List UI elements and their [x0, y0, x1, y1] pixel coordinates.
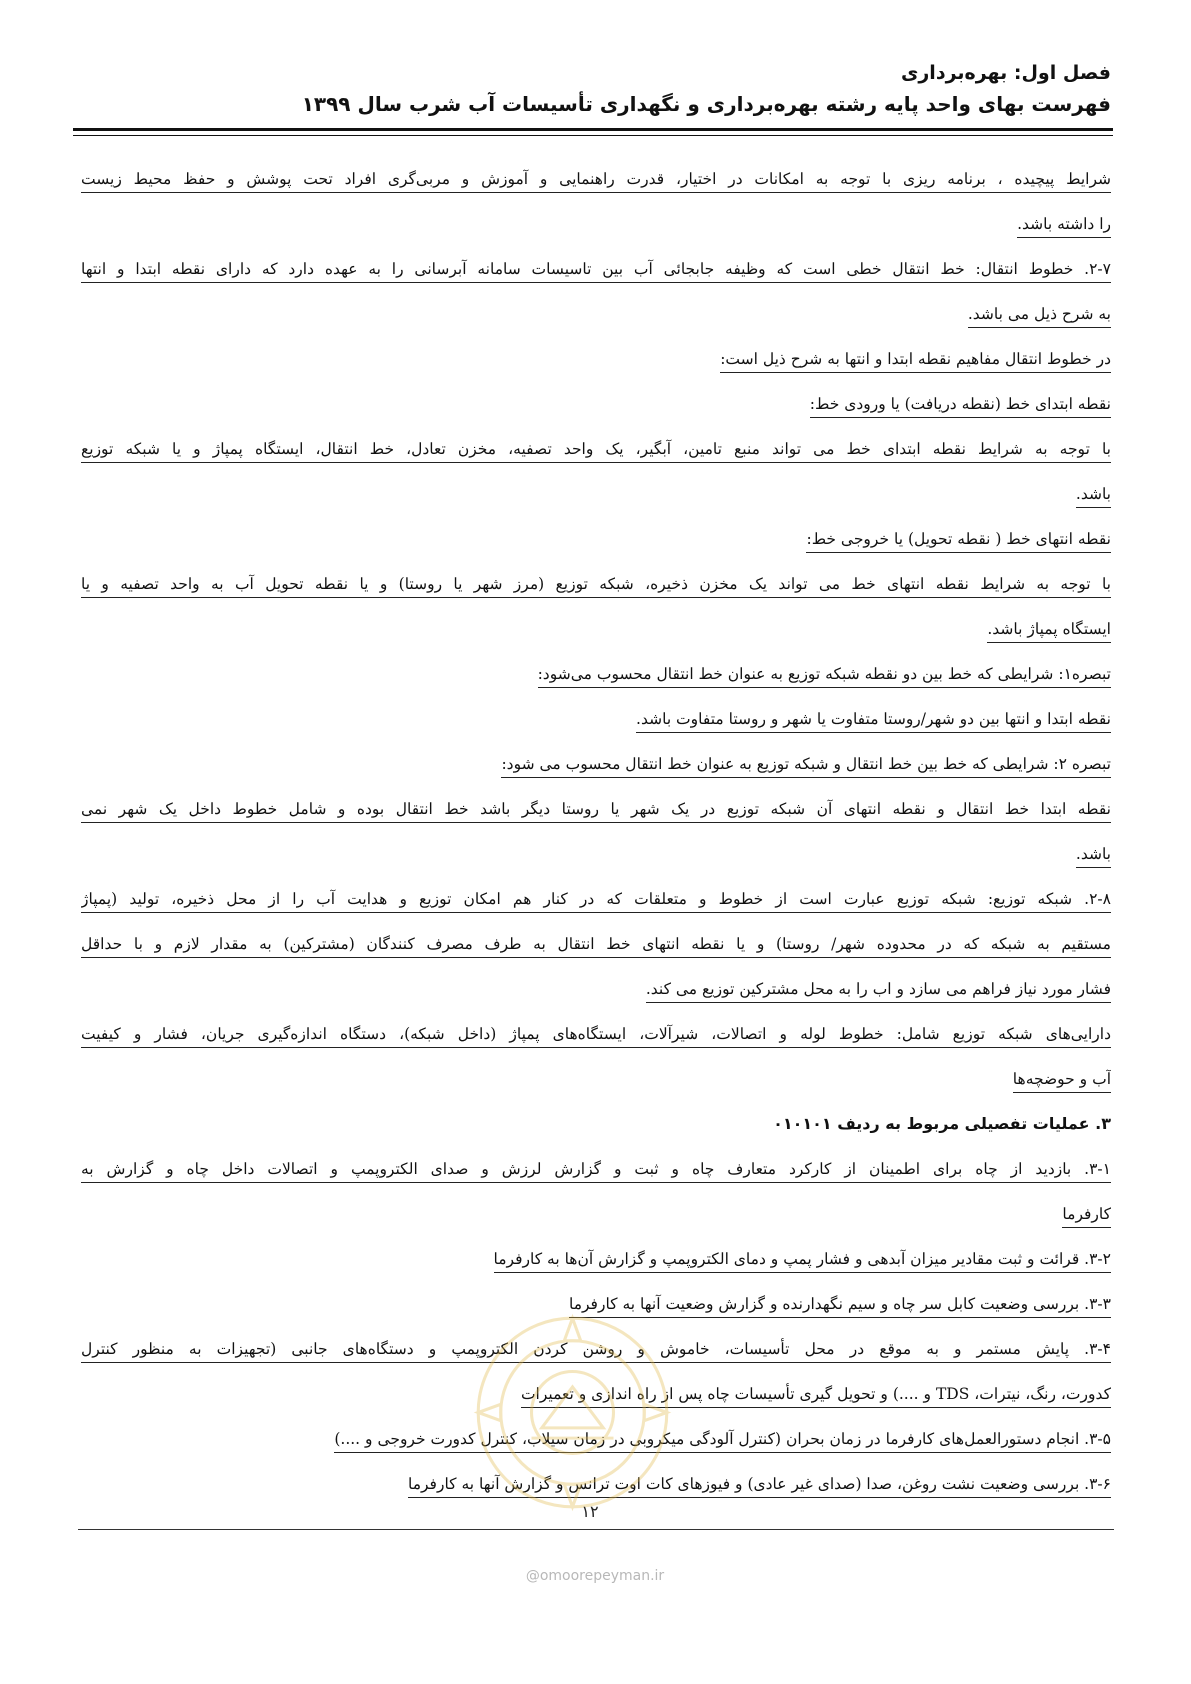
text-line: را داشته باشد.	[81, 203, 1111, 248]
text-line: کدورت، رنگ، نیترات، TDS و ....) و تحویل گیری تأسیسات چاه پس از راه اندازی و تعمیرات	[81, 1373, 1111, 1418]
section-heading: ۳. عملیات تفصیلی مربوط به ردیف ۰۱۰۱۰۱	[773, 1114, 1111, 1133]
text-line: باشد.	[81, 833, 1111, 878]
document-title: فهرست بهای واحد پایه رشته بهره‌برداری و نگهداری تأسیسات آب شرب سال ۱۳۹۹	[301, 92, 1111, 116]
text-line: ۲-۸. شبکه توزیع: شبکه توزیع عبارت است از خطوط و متعلقات که در کنار هم امکان توزیع و هدایت آب را از محل ذخیره، تولید (پمپاژ	[81, 878, 1111, 923]
text-line: نقطه ابتدا و انتها بین دو شهر/روستا متفاوت یا شهر و روستا متفاوت باشد.	[81, 698, 1111, 743]
text-line: با توجه به شرایط نقطه انتهای خط می تواند یک مخزن ذخیره، شبکه توزیع (مرز شهر یا روستا) و یا نقطه تحویل آب به واحد تصفیه و یا	[81, 563, 1111, 608]
text-line: تبصره۱: شرایطی که خط بین دو نقطه شبکه توزیع به عنوان خط انتقال محسوب می‌شود:	[81, 653, 1111, 698]
footer-website: @omoorepeyman.ir	[525, 1568, 665, 1584]
text-line: ۲-۷. خطوط انتقال: خط انتقال خطی است که وظیفه جابجائی آب بین تاسیسات سامانه آبرسانی را به عهده دارد که دارای نقطه ابتدا و انتها	[81, 248, 1111, 293]
text-line: ۳-۲. قرائت و ثبت مقادیر میزان آبدهی و فشار پمپ و دمای الکتروپمپ و گزارش آن‌ها به کارفرما	[81, 1238, 1111, 1283]
chapter-title: فصل اول: بهره‌برداری	[900, 62, 1111, 84]
text-line: نقطه انتهای خط ( نقطه تحویل) یا خروجی خط:	[81, 518, 1111, 563]
text-line: مستقیم به شبکه که در محدوده شهر/ روستا) و یا نقطه انتهای خط انتقال به طرف مصرف کنندگان (مشترکین) به مقدار لازم و با حداقل	[81, 923, 1111, 968]
text-line: ۳-۳. بررسی وضعیت کابل سر چاه و سیم نگهدارنده و گزارش وضعیت آنها به کارفرما	[81, 1283, 1111, 1328]
header-rule-thin	[73, 135, 1113, 136]
text-line: در خطوط انتقال مفاهیم نقطه ابتدا و انتها به شرح ذیل است:	[81, 338, 1111, 383]
header-rule-thick	[73, 128, 1113, 131]
text-line: به شرح ذیل می باشد.	[81, 293, 1111, 338]
text-line: ۳-۵. انجام دستورالعمل‌های کارفرما در زمان بحران (کنترل آلودگی میکروبی در زمان سیلاب، کنترل کدورت خروجی و ....)	[81, 1418, 1111, 1463]
text-line: نقطه ابتدای خط (نقطه دریافت) یا ورودی خط:	[81, 383, 1111, 428]
text-line: ایستگاه پمپاژ باشد.	[81, 608, 1111, 653]
text-line: باشد.	[81, 473, 1111, 518]
page-header	[71, 58, 1111, 120]
text-line: نقطه ابتدا خط انتقال و نقطه انتهای آن شبکه توزیع در یک شهر یا روستا دیگر باشد خط انتقال بوده و شامل خطوط داخل یک شهر نمی	[81, 788, 1111, 833]
text-line: کارفرما	[81, 1193, 1111, 1238]
text-line: تبصره ۲: شرایطی که خط بین خط انتقال و شبکه توزیع به عنوان خط انتقال محسوب می شود:	[81, 743, 1111, 788]
page-number: ۱۲	[581, 1502, 599, 1521]
text-line: فشار مورد نیاز فراهم می سازد و اب را به محل مشترکین توزیع می کند.	[81, 968, 1111, 1013]
text-line: ۳-۱. بازدید از چاه برای اطمینان از کارکرد متعارف چاه و ثبت و گزارش لرزش و صدای الکتروپمپ و اتصالات داخل چاه و گزارش به	[81, 1148, 1111, 1193]
body-text	[81, 158, 1111, 1508]
text-line: شرایط پیچیده ، برنامه ریزی با توجه به امکانات در اختیار، قدرت راهنمایی و آموزش و مربی‌گری افراد تحت پوشش و حفظ محیط زیست	[81, 158, 1111, 203]
text-line: دارایی‌های شبکه توزیع شامل: خطوط لوله و اتصالات، شیرآلات، ایستگاه‌های پمپاژ (داخل شبکه)، دستگاه اندازه‌گیری جریان، فشار و کیفیت	[81, 1013, 1111, 1058]
text-line: با توجه به شرایط نقطه ابتدای خط می تواند منبع تامین، آبگیر، یک واحد تصفیه، مخزن تعادل، خط انتقال، ایستگاه پمپاژ و یا شبکه توزیع	[81, 428, 1111, 473]
footer-rule	[78, 1529, 1114, 1530]
text-line: ۳-۶. بررسی وضعیت نشت روغن، صدا (صدای غیر عادی) و فیوزهای کات اوت ترانس و گزارش آنها به کارفرما	[81, 1463, 1111, 1508]
text-line: آب و حوضچه‌ها	[81, 1058, 1111, 1103]
text-line: ۳-۴. پایش مستمر و به موقع در محل تأسیسات، خاموش و روشن کردن الکتروپمپ و دستگاه‌های جانبی (تجهیزات به منظور کنترل	[81, 1328, 1111, 1373]
watermark-seal-icon	[470, 1310, 675, 1515]
